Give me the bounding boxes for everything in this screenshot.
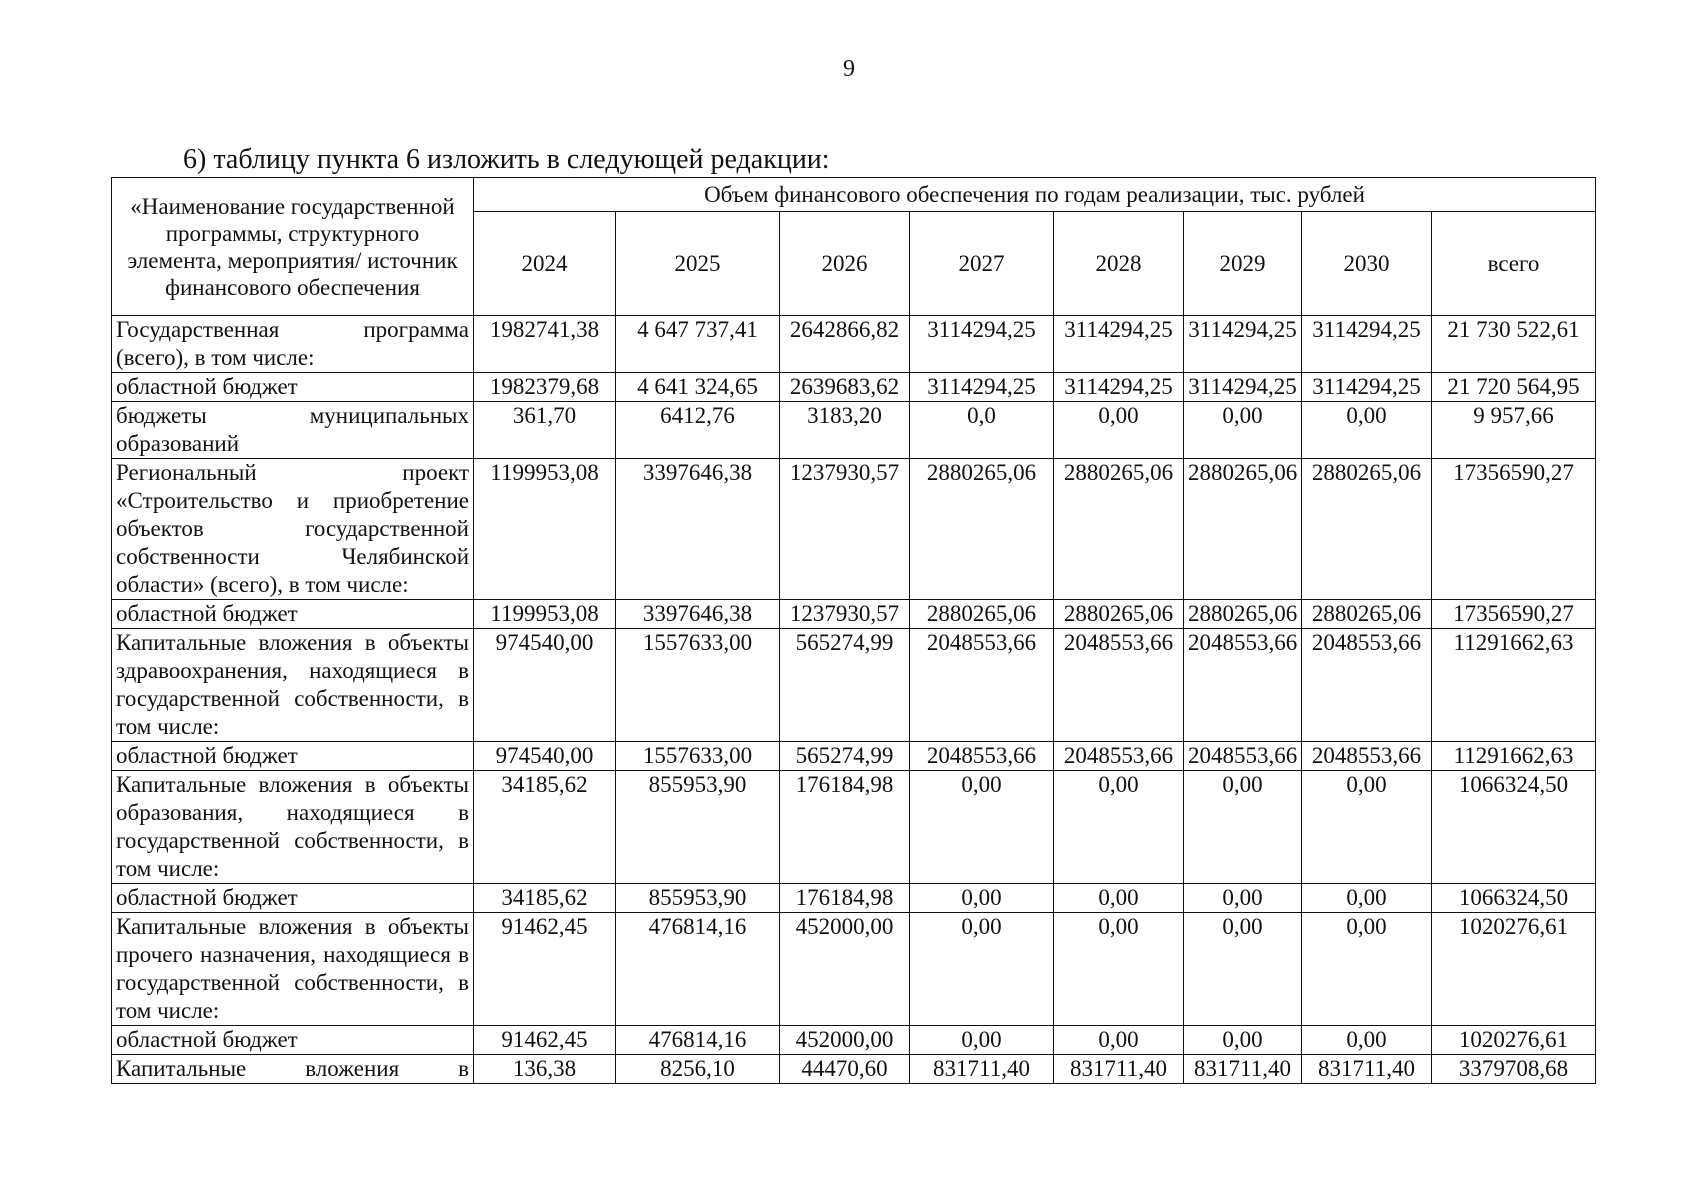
cell-2026: 2639683,62	[780, 373, 910, 402]
cell-2024: 974540,00	[474, 742, 616, 771]
column-header-total: всего	[1432, 212, 1596, 316]
cell-2025: 855953,90	[616, 884, 780, 913]
cell-2026: 44470,60	[780, 1055, 910, 1084]
column-header-2029: 2029	[1184, 212, 1302, 316]
row-name: Государственная программа (всего), в том числе:	[112, 316, 474, 373]
cell-2024: 91462,45	[474, 913, 616, 1026]
cell-2030: 2880265,06	[1302, 600, 1432, 629]
table-row	[112, 1026, 1596, 1055]
cell-2026: 176184,98	[780, 771, 910, 884]
cell-2030: 0,00	[1302, 913, 1432, 1026]
cell-2028: 2048553,66	[1054, 742, 1184, 771]
column-header-2024: 2024	[474, 212, 616, 316]
row-name: Капитальные вложения в объекты здравоохранения, находящиеся в государственной собственности, в том числе:	[112, 629, 474, 742]
cell-всего: 9 957,66	[1432, 402, 1596, 459]
cell-2024: 974540,00	[474, 629, 616, 742]
intro-text: 6) таблицу пункта 6 изложить в следующей редакции:	[183, 144, 830, 175]
cell-2030: 0,00	[1302, 402, 1432, 459]
cell-2025: 3397646,38	[616, 600, 780, 629]
cell-2028: 3114294,25	[1054, 316, 1184, 373]
cell-2028: 3114294,25	[1054, 373, 1184, 402]
cell-2027: 3114294,25	[910, 373, 1054, 402]
cell-2030: 2880265,06	[1302, 459, 1432, 600]
cell-2027: 0,00	[910, 1026, 1054, 1055]
cell-2026: 565274,99	[780, 629, 910, 742]
cell-2027: 2880265,06	[910, 600, 1054, 629]
cell-всего: 21 720 564,95	[1432, 373, 1596, 402]
column-header-2028: 2028	[1054, 212, 1184, 316]
cell-2025: 8256,10	[616, 1055, 780, 1084]
row-name: областной бюджет	[112, 1026, 474, 1055]
table-row	[112, 913, 1596, 1026]
cell-2030: 3114294,25	[1302, 373, 1432, 402]
table-row	[112, 742, 1596, 771]
cell-2027: 2880265,06	[910, 459, 1054, 600]
cell-2028: 0,00	[1054, 402, 1184, 459]
page-number: 9	[843, 56, 855, 82]
cell-2027: 3114294,25	[910, 316, 1054, 373]
cell-2027: 2048553,66	[910, 629, 1054, 742]
table-row	[112, 1055, 1596, 1084]
cell-2028: 0,00	[1054, 1026, 1184, 1055]
cell-всего: 17356590,27	[1432, 459, 1596, 600]
name-column-header: «Наименование государственной программы, структурного элемента, мероприятия/ источник финансового обеспечения	[112, 178, 474, 316]
cell-2030: 2048553,66	[1302, 742, 1432, 771]
row-name: Региональный проект «Строительство и приобретение объектов государственной собственности Челябинской области» (всего), в том числе:	[112, 459, 474, 600]
cell-2028: 0,00	[1054, 913, 1184, 1026]
table-row	[112, 884, 1596, 913]
cell-2026: 452000,00	[780, 913, 910, 1026]
table-row	[112, 316, 1596, 373]
cell-2027: 0,0	[910, 402, 1054, 459]
table-row	[112, 402, 1596, 459]
table-row	[112, 459, 1596, 600]
cell-2029: 3114294,25	[1184, 316, 1302, 373]
cell-2028: 0,00	[1054, 884, 1184, 913]
cell-2030: 0,00	[1302, 884, 1432, 913]
cell-2030: 3114294,25	[1302, 316, 1432, 373]
cell-2028: 2880265,06	[1054, 459, 1184, 600]
cell-2025: 1557633,00	[616, 742, 780, 771]
cell-2024: 34185,62	[474, 771, 616, 884]
cell-2030: 0,00	[1302, 1026, 1432, 1055]
financing-table	[111, 177, 1596, 1084]
row-name: бюджеты муниципальных образований	[112, 402, 474, 459]
cell-2027: 831711,40	[910, 1055, 1054, 1084]
column-header-2030: 2030	[1302, 212, 1432, 316]
cell-2029: 831711,40	[1184, 1055, 1302, 1084]
cell-2025: 1557633,00	[616, 629, 780, 742]
cell-всего: 1020276,61	[1432, 1026, 1596, 1055]
row-name: Капитальные вложения в объекты образования, находящиеся в государственной собственности, в том числе:	[112, 771, 474, 884]
cell-2025: 3397646,38	[616, 459, 780, 600]
cell-2026: 1237930,57	[780, 600, 910, 629]
cell-всего: 1066324,50	[1432, 884, 1596, 913]
cell-2026: 565274,99	[780, 742, 910, 771]
row-name: Капитальные вложения в	[112, 1055, 474, 1084]
cell-2025: 855953,90	[616, 771, 780, 884]
cell-2028: 2048553,66	[1054, 629, 1184, 742]
cell-2029: 2048553,66	[1184, 742, 1302, 771]
header-row	[112, 178, 1596, 212]
cell-2029: 2048553,66	[1184, 629, 1302, 742]
cell-2029: 0,00	[1184, 884, 1302, 913]
table-row	[112, 771, 1596, 884]
table-body	[112, 316, 1596, 1084]
table-row	[112, 600, 1596, 629]
row-name: областной бюджет	[112, 600, 474, 629]
cell-2025: 4 647 737,41	[616, 316, 780, 373]
row-name: областной бюджет	[112, 373, 474, 402]
cell-всего: 1066324,50	[1432, 771, 1596, 884]
cell-2026: 1237930,57	[780, 459, 910, 600]
row-name: областной бюджет	[112, 884, 474, 913]
cell-2028: 0,00	[1054, 771, 1184, 884]
cell-2027: 2048553,66	[910, 742, 1054, 771]
cell-2024: 34185,62	[474, 884, 616, 913]
cell-2029: 0,00	[1184, 1026, 1302, 1055]
cell-2026: 3183,20	[780, 402, 910, 459]
cell-всего: 21 730 522,61	[1432, 316, 1596, 373]
cell-2028: 831711,40	[1054, 1055, 1184, 1084]
row-name: Капитальные вложения в объекты прочего назначения, находящиеся в государственной собственности, в том числе:	[112, 913, 474, 1026]
cell-2027: 0,00	[910, 913, 1054, 1026]
cell-всего: 3379708,68	[1432, 1055, 1596, 1084]
cell-всего: 1020276,61	[1432, 913, 1596, 1026]
cell-2024: 1982741,38	[474, 316, 616, 373]
cell-2024: 361,70	[474, 402, 616, 459]
column-header-2026: 2026	[780, 212, 910, 316]
table-row	[112, 629, 1596, 742]
cell-2029: 0,00	[1184, 402, 1302, 459]
cell-2024: 136,38	[474, 1055, 616, 1084]
cell-2025: 4 641 324,65	[616, 373, 780, 402]
group-header: Объем финансового обеспечения по годам реализации, тыс. рублей	[474, 178, 1596, 212]
cell-2026: 2642866,82	[780, 316, 910, 373]
cell-2029: 2880265,06	[1184, 459, 1302, 600]
cell-2029: 3114294,25	[1184, 373, 1302, 402]
cell-2029: 0,00	[1184, 913, 1302, 1026]
row-name: областной бюджет	[112, 742, 474, 771]
cell-2024: 91462,45	[474, 1026, 616, 1055]
cell-2027: 0,00	[910, 771, 1054, 884]
cell-2030: 2048553,66	[1302, 629, 1432, 742]
cell-всего: 11291662,63	[1432, 742, 1596, 771]
cell-2029: 2880265,06	[1184, 600, 1302, 629]
cell-2024: 1199953,08	[474, 459, 616, 600]
table-row	[112, 373, 1596, 402]
cell-2024: 1199953,08	[474, 600, 616, 629]
cell-2024: 1982379,68	[474, 373, 616, 402]
cell-2026: 176184,98	[780, 884, 910, 913]
cell-2030: 0,00	[1302, 771, 1432, 884]
cell-2025: 476814,16	[616, 913, 780, 1026]
column-header-2027: 2027	[910, 212, 1054, 316]
cell-2025: 476814,16	[616, 1026, 780, 1055]
cell-всего: 17356590,27	[1432, 600, 1596, 629]
cell-2029: 0,00	[1184, 771, 1302, 884]
column-header-2025: 2025	[616, 212, 780, 316]
cell-2027: 0,00	[910, 884, 1054, 913]
cell-2026: 452000,00	[780, 1026, 910, 1055]
cell-2030: 831711,40	[1302, 1055, 1432, 1084]
cell-2028: 2880265,06	[1054, 600, 1184, 629]
cell-всего: 11291662,63	[1432, 629, 1596, 742]
cell-2025: 6412,76	[616, 402, 780, 459]
